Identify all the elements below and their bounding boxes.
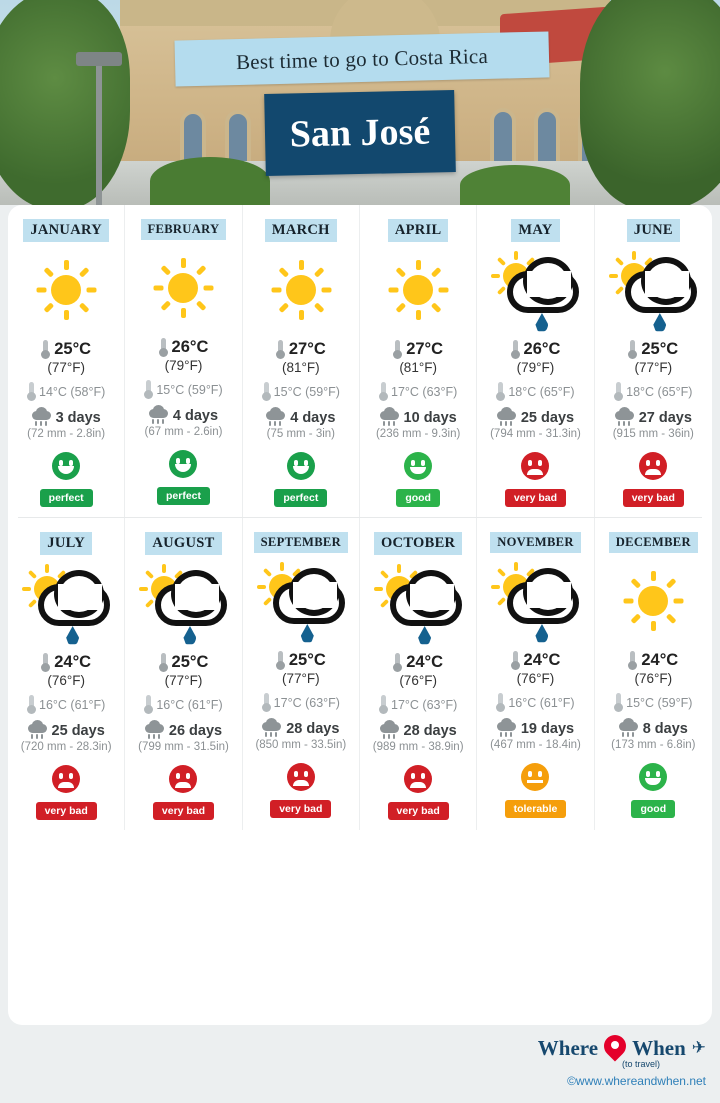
rating-face-slot [481,763,589,791]
weather-icon-slot [129,240,237,336]
thermometer-icon [262,382,271,401]
thermometer-icon [379,382,388,401]
rating-face-slot [247,452,355,480]
mood-face-sad [169,765,197,793]
high-temp-fahrenheit: (79°F) [516,360,555,375]
rain-days [129,408,237,424]
rain-days-value: 8 days [642,721,688,737]
low-temperature [364,382,472,401]
low-temp-value: 15°C (59°F) [626,695,693,710]
month-label: NOVEMBER [490,532,581,553]
month-label: OCTOBER [374,532,462,555]
month-label: MARCH [265,219,337,242]
high-temperature [12,340,120,359]
month-label: DECEMBER [609,532,698,553]
months-card [8,205,712,1025]
low-temperature [247,382,355,401]
cloud-icon [273,582,345,624]
low-temperature [247,693,355,712]
rain-amount: (467 mm - 18.4in) [490,739,581,751]
tree-right [580,0,720,205]
hero-banner-title: Best time to go to Costa Rica [235,43,489,74]
rain-days [129,723,237,739]
airplane-icon: ✈ [691,1038,706,1057]
rating-face-slot [12,765,120,793]
rain-cloud-icon [497,411,516,426]
thermometer-icon [393,340,402,359]
month-column [8,518,125,830]
high-temperature [481,651,589,670]
sun-cloud-rain-icon [20,564,112,642]
high-temp-fahrenheit: (77°F) [164,673,203,688]
high-temperature [364,340,472,359]
low-temp-value: 17°C (63°F) [391,697,458,712]
high-temp-celsius: 27°C [406,340,444,358]
month-label: SEPTEMBER [254,532,348,553]
thermometer-icon [393,653,402,672]
high-temp-celsius: 24°C [54,653,92,671]
thermometer-icon [27,695,36,714]
thermometer-icon [144,380,153,399]
high-temperature [599,340,708,359]
thermometer-icon [144,695,153,714]
thermometer-icon [41,340,50,359]
rating-badge: very bad [505,489,566,507]
sun-cloud-rain-icon [137,564,229,642]
weather-icon-slot [247,242,355,338]
shrub [460,165,570,205]
cloud-icon [625,271,697,313]
sun-cloud-rain-icon [607,251,699,329]
rain-cloud-icon [145,724,164,739]
high-temperature [247,651,355,670]
sun-icon [388,260,448,320]
high-temp-celsius: 26°C [171,338,209,356]
low-temperature [599,382,708,401]
high-temp-fahrenheit: (76°F) [634,671,673,686]
months-row-first-half [8,205,712,517]
rain-cloud-icon [32,411,51,426]
rain-days [599,410,708,426]
high-temp-celsius: 25°C [171,653,209,671]
high-temp-celsius: 26°C [523,340,561,358]
month-column [360,205,477,517]
sun-icon [623,571,683,631]
site-logo[interactable] [538,1035,706,1088]
logo-subtitle: (to travel) [621,1059,660,1069]
city-banner [264,90,456,176]
rating-badge: good [631,800,675,818]
month-label: JANUARY [23,219,109,242]
raindrop-icon [183,626,196,645]
rating-badge: good [396,489,440,507]
rating-face-slot [364,452,472,480]
mood-face-happy [287,452,315,480]
mood-face-sad [404,765,432,793]
rain-cloud-icon [266,411,285,426]
rating-badge: very bad [388,802,449,820]
rain-days-value: 25 days [51,723,105,739]
rain-cloud-icon [380,724,399,739]
high-temperature [129,653,237,672]
high-temp-fahrenheit: (77°F) [634,360,673,375]
rain-amount: (173 mm - 6.8in) [611,739,696,751]
month-column [595,205,712,517]
low-temperature [364,695,472,714]
rating-face-slot [599,452,708,480]
thermometer-icon [379,695,388,714]
thermometer-icon [159,338,168,357]
rain-days [481,410,589,426]
rain-cloud-icon [380,411,399,426]
high-temp-celsius: 27°C [288,340,326,358]
sun-cloud-rain-icon [372,564,464,642]
high-temperature [247,340,355,359]
low-temperature [129,380,237,399]
high-temp-fahrenheit: (81°F) [399,360,437,375]
sun-cloud-rain-icon [489,562,581,640]
rating-badge: perfect [157,487,210,505]
thermometer-icon [614,382,623,401]
high-temp-celsius: 25°C [288,651,326,669]
high-temperature [12,653,120,672]
low-temp-value: 15°C (59°F) [273,384,340,399]
mood-face-happy [52,452,80,480]
rain-amount: (67 mm - 2.6in) [144,426,223,438]
lamp-post [96,60,102,205]
low-temperature [12,382,120,401]
month-column [243,518,360,830]
rain-cloud-icon [28,724,47,739]
hero-photo [0,0,720,205]
rating-badge: perfect [274,489,327,507]
rating-face-slot [481,452,589,480]
thermometer-icon [628,340,637,359]
mood-face-sad [521,452,549,480]
weather-icon-slot [12,242,120,338]
low-temp-value: 16°C (61°F) [39,697,106,712]
rain-amount: (799 mm - 31.5in) [138,741,229,753]
thermometer-icon [276,651,285,670]
mood-face-flat [521,763,549,791]
month-label: JUNE [627,219,680,242]
rating-badge: very bad [623,489,684,507]
low-temperature [481,693,589,712]
rain-amount: (75 mm - 3in) [266,428,335,440]
rating-face-slot [364,765,472,793]
rain-days [364,410,472,426]
low-temp-value: 18°C (65°F) [508,384,575,399]
logo-when: When [632,1035,686,1060]
cloud-icon [507,271,579,313]
sun-icon [36,260,96,320]
rain-days-value: 3 days [55,410,101,426]
low-temperature [12,695,120,714]
rain-days-value: 4 days [290,410,336,426]
low-temp-value: 16°C (61°F) [156,697,223,712]
rain-days-value: 4 days [172,408,219,424]
high-temp-fahrenheit: (81°F) [281,360,320,375]
raindrop-icon [418,626,431,645]
mood-face-good [639,763,667,791]
hero-banner [174,31,549,86]
thermometer-icon [628,651,637,670]
low-temp-value: 17°C (63°F) [273,695,340,710]
thermometer-icon [41,653,50,672]
sun-cloud-rain-icon [489,251,581,329]
high-temp-fahrenheit: (76°F) [516,671,555,686]
mood-face-sad [639,452,667,480]
weather-icon-slot [247,553,355,649]
high-temperature [129,338,237,357]
weather-icon-slot [129,555,237,651]
high-temp-celsius: 24°C [641,651,679,669]
low-temp-value: 17°C (63°F) [391,384,458,399]
rain-days [247,721,355,737]
month-column [360,518,477,830]
thermometer-icon [276,340,285,359]
high-temp-fahrenheit: (77°F) [47,360,85,375]
raindrop-icon [653,313,666,332]
mood-face-good [404,452,432,480]
mood-face-sad [287,763,315,791]
rating-badge: very bad [153,802,214,820]
rain-days-value: 28 days [286,721,340,737]
low-temperature [481,382,589,401]
rain-amount: (850 mm - 33.5in) [255,739,347,751]
low-temp-value: 16°C (61°F) [508,695,575,710]
month-column [125,205,242,517]
mood-face-happy [169,450,197,478]
raindrop-icon [535,624,548,643]
thermometer-icon [511,340,520,359]
thermometer-icon [27,382,36,401]
thermometer-icon [614,693,623,712]
month-column [477,518,594,830]
low-temperature [599,693,708,712]
rain-days-value: 10 days [403,410,457,426]
low-temp-value: 18°C (65°F) [626,384,693,399]
high-temp-fahrenheit: (76°F) [47,673,85,688]
rain-days-value: 19 days [520,721,575,737]
thermometer-icon [262,693,271,712]
month-column [125,518,242,830]
cloud-icon [38,584,110,626]
cloud-icon [507,582,579,624]
high-temp-fahrenheit: (76°F) [399,673,437,688]
rain-amount: (989 mm - 38.9in) [372,741,464,753]
high-temp-celsius: 25°C [641,340,679,358]
rating-face-slot [247,763,355,791]
city-name: San José [289,110,431,156]
rain-days [599,721,708,737]
sun-icon [153,258,213,318]
month-column [8,205,125,517]
month-label: FEBRUARY [141,219,227,240]
thermometer-icon [511,651,520,670]
rain-cloud-icon [149,409,168,424]
rating-face-slot [129,450,237,478]
rating-face-slot [129,765,237,793]
raindrop-icon [535,313,548,332]
sun-cloud-rain-icon [255,562,347,640]
high-temperature [599,651,708,670]
map-pin-icon [604,1035,626,1061]
rating-badge: perfect [40,489,93,507]
rating-face-slot [12,452,120,480]
weather-icon-slot [12,555,120,651]
high-temp-celsius: 25°C [54,340,92,358]
rating-face-slot [599,763,708,791]
rain-amount: (915 mm - 36in) [612,428,694,440]
shrub [150,157,270,205]
cloud-icon [390,584,462,626]
sun-icon [271,260,331,320]
rain-days-value: 26 days [168,723,223,739]
rain-amount: (236 mm - 9.3in) [375,428,461,440]
high-temp-fahrenheit: (79°F) [164,358,203,373]
rain-amount: (720 mm - 28.3in) [20,741,112,753]
website-url[interactable]: ©www.whereandwhen.net [567,1074,706,1088]
month-column [243,205,360,517]
rating-badge: very bad [36,802,97,820]
rain-days [247,410,355,426]
raindrop-icon [301,624,314,643]
weather-icon-slot [364,242,472,338]
rain-days-value: 27 days [638,410,692,426]
tree-left [0,0,130,205]
months-row-second-half [8,518,712,830]
rain-days-value: 28 days [403,723,457,739]
raindrop-icon [66,626,79,645]
high-temp-fahrenheit: (77°F) [281,671,320,686]
weather-icon-slot [481,242,589,338]
low-temp-value: 14°C (58°F) [39,384,106,399]
month-label: JULY [40,532,92,555]
low-temp-value: 15°C (59°F) [156,382,223,397]
rain-days [364,723,472,739]
high-temperature [364,653,472,672]
rain-days [12,410,120,426]
low-temperature [129,695,237,714]
rain-days-value: 25 days [520,410,575,426]
month-column [477,205,594,517]
rain-cloud-icon [615,411,634,426]
rain-cloud-icon [262,722,281,737]
logo-where: Where [537,1035,599,1060]
month-label: MAY [511,219,559,242]
rain-amount: (72 mm - 2.8in) [27,428,106,440]
thermometer-icon [496,693,505,712]
lamp-head [76,52,122,66]
thermometer-icon [159,653,168,672]
weather-icon-slot [481,553,589,649]
rain-cloud-icon [619,722,638,737]
high-temperature [481,340,589,359]
month-label: APRIL [388,219,449,242]
month-column [595,518,712,830]
high-temp-celsius: 24°C [523,651,561,669]
weather-icon-slot [599,553,708,649]
rain-days [12,723,120,739]
rain-cloud-icon [497,722,516,737]
thermometer-icon [496,382,505,401]
footer [0,1025,720,1103]
high-temp-celsius: 24°C [406,653,444,671]
cloud-icon [155,584,227,626]
weather-icon-slot [364,555,472,651]
rating-badge: very bad [270,800,331,818]
month-label: AUGUST [145,532,221,555]
mood-face-sad [52,765,80,793]
rating-badge: tolerable [505,800,567,818]
rain-days [481,721,589,737]
weather-icon-slot [599,242,708,338]
rain-amount: (794 mm - 31.3in) [490,428,581,440]
